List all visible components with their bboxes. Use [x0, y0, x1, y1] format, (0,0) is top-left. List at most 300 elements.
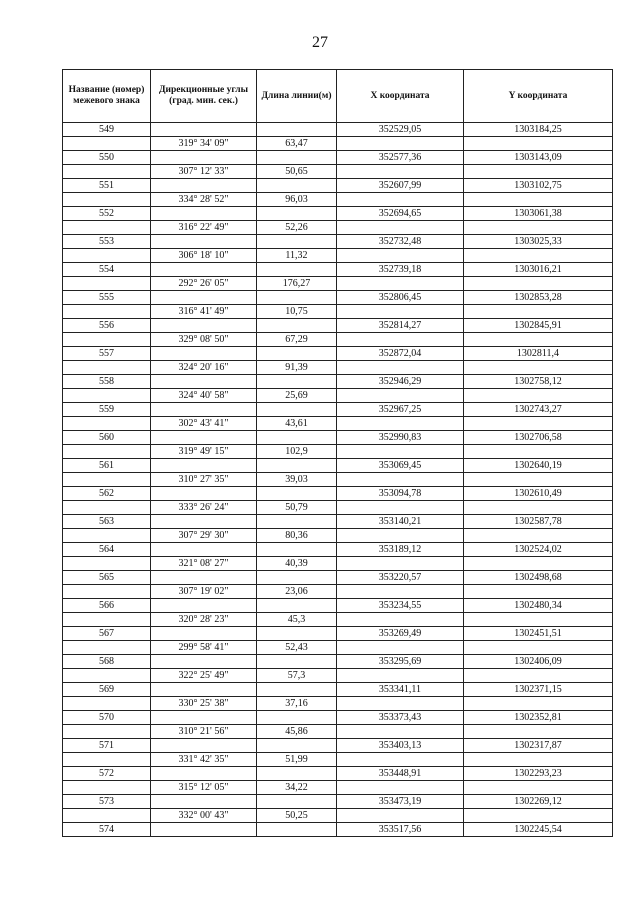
x-coordinate: 353448,91 — [337, 767, 464, 781]
point-name: 561 — [63, 459, 151, 473]
point-name: 571 — [63, 739, 151, 753]
y-coordinate: 1302406,09 — [464, 655, 613, 669]
point-name: 563 — [63, 515, 151, 529]
empty-cell — [63, 781, 151, 795]
empty-cell — [257, 795, 337, 809]
empty-cell — [151, 151, 257, 165]
empty-cell — [63, 137, 151, 151]
x-coordinate: 353189,12 — [337, 543, 464, 557]
table-row — [63, 823, 613, 837]
table-row — [63, 249, 613, 263]
y-coordinate: 1303025,33 — [464, 235, 613, 249]
empty-cell — [337, 333, 464, 347]
empty-cell — [257, 823, 337, 837]
line-length: 57,3 — [257, 669, 337, 683]
table-row — [63, 431, 613, 445]
table-row — [63, 753, 613, 767]
direction-angle: 330° 25' 38" — [151, 697, 257, 711]
point-name: 553 — [63, 235, 151, 249]
table-row — [63, 557, 613, 571]
empty-cell — [337, 473, 464, 487]
empty-cell — [464, 137, 613, 151]
table-row — [63, 599, 613, 613]
table-row — [63, 739, 613, 753]
direction-angle: 320° 28' 23" — [151, 613, 257, 627]
table-row — [63, 445, 613, 459]
empty-cell — [337, 613, 464, 627]
empty-cell — [257, 347, 337, 361]
table-row — [63, 375, 613, 389]
y-coordinate: 1303061,38 — [464, 207, 613, 221]
table-row — [63, 235, 613, 249]
header-point-name: Название (номер) межевого знака — [63, 70, 151, 123]
line-length: 25,69 — [257, 389, 337, 403]
empty-cell — [63, 697, 151, 711]
empty-cell — [257, 319, 337, 333]
y-coordinate: 1303016,21 — [464, 263, 613, 277]
empty-cell — [257, 543, 337, 557]
direction-angle: 302° 43' 41" — [151, 417, 257, 431]
empty-cell — [337, 277, 464, 291]
empty-cell — [464, 557, 613, 571]
point-name: 562 — [63, 487, 151, 501]
empty-cell — [151, 543, 257, 557]
empty-cell — [151, 767, 257, 781]
x-coordinate: 352814,27 — [337, 319, 464, 333]
y-coordinate: 1302451,51 — [464, 627, 613, 641]
y-coordinate: 1302245,54 — [464, 823, 613, 837]
empty-cell — [464, 221, 613, 235]
empty-cell — [337, 389, 464, 403]
x-coordinate: 353341,11 — [337, 683, 464, 697]
point-name: 567 — [63, 627, 151, 641]
table-row — [63, 263, 613, 277]
table-row — [63, 403, 613, 417]
direction-angle: 321° 08' 27" — [151, 557, 257, 571]
y-coordinate: 1303184,25 — [464, 123, 613, 137]
direction-angle: 292° 26' 05" — [151, 277, 257, 291]
empty-cell — [337, 445, 464, 459]
empty-cell — [63, 473, 151, 487]
empty-cell — [337, 669, 464, 683]
direction-angle: 324° 20' 16" — [151, 361, 257, 375]
x-coordinate: 353094,78 — [337, 487, 464, 501]
empty-cell — [151, 319, 257, 333]
empty-cell — [151, 207, 257, 221]
table-row — [63, 221, 613, 235]
empty-cell — [151, 459, 257, 473]
empty-cell — [151, 795, 257, 809]
direction-angle: 316° 41' 49" — [151, 305, 257, 319]
line-length: 50,25 — [257, 809, 337, 823]
direction-angle: 310° 27' 35" — [151, 473, 257, 487]
table-row — [63, 515, 613, 529]
empty-cell — [151, 739, 257, 753]
direction-angle: 319° 49' 15" — [151, 445, 257, 459]
empty-cell — [464, 697, 613, 711]
line-length: 52,43 — [257, 641, 337, 655]
direction-angle: 334° 28' 52" — [151, 193, 257, 207]
table-row — [63, 165, 613, 179]
empty-cell — [337, 557, 464, 571]
empty-cell — [63, 445, 151, 459]
point-name: 558 — [63, 375, 151, 389]
direction-angle: 333° 26' 24" — [151, 501, 257, 515]
empty-cell — [63, 333, 151, 347]
empty-cell — [257, 683, 337, 697]
x-coordinate: 353234,55 — [337, 599, 464, 613]
empty-cell — [464, 361, 613, 375]
point-name: 565 — [63, 571, 151, 585]
table-row — [63, 767, 613, 781]
table-row — [63, 795, 613, 809]
table-row — [63, 627, 613, 641]
x-coordinate: 352607,99 — [337, 179, 464, 193]
y-coordinate: 1302853,28 — [464, 291, 613, 305]
empty-cell — [464, 585, 613, 599]
empty-cell — [257, 711, 337, 725]
table-row — [63, 669, 613, 683]
x-coordinate: 353220,57 — [337, 571, 464, 585]
point-name: 572 — [63, 767, 151, 781]
header-line-length: Длина линии(м) — [257, 70, 337, 123]
x-coordinate: 352990,83 — [337, 431, 464, 445]
point-name: 554 — [63, 263, 151, 277]
table-row — [63, 193, 613, 207]
line-length: 45,3 — [257, 613, 337, 627]
empty-cell — [257, 179, 337, 193]
empty-cell — [464, 389, 613, 403]
header-x-coordinate: X координата — [337, 70, 464, 123]
x-coordinate: 353269,49 — [337, 627, 464, 641]
x-coordinate: 353517,56 — [337, 823, 464, 837]
x-coordinate: 353403,13 — [337, 739, 464, 753]
empty-cell — [151, 179, 257, 193]
point-name: 551 — [63, 179, 151, 193]
empty-cell — [337, 809, 464, 823]
empty-cell — [337, 585, 464, 599]
empty-cell — [337, 193, 464, 207]
line-length: 43,61 — [257, 417, 337, 431]
empty-cell — [464, 669, 613, 683]
empty-cell — [63, 305, 151, 319]
line-length: 102,9 — [257, 445, 337, 459]
empty-cell — [257, 291, 337, 305]
line-length: 67,29 — [257, 333, 337, 347]
empty-cell — [63, 249, 151, 263]
empty-cell — [464, 781, 613, 795]
table-row — [63, 809, 613, 823]
line-length: 63,47 — [257, 137, 337, 151]
y-coordinate: 1302352,81 — [464, 711, 613, 725]
table-row — [63, 613, 613, 627]
table-row — [63, 417, 613, 431]
empty-cell — [337, 137, 464, 151]
direction-angle: 316° 22' 49" — [151, 221, 257, 235]
empty-cell — [63, 417, 151, 431]
empty-cell — [151, 683, 257, 697]
boundary-table — [62, 69, 613, 837]
direction-angle: 324° 40' 58" — [151, 389, 257, 403]
direction-angle: 322° 25' 49" — [151, 669, 257, 683]
table-row — [63, 473, 613, 487]
direction-angle: 331° 42' 35" — [151, 753, 257, 767]
x-coordinate: 353473,19 — [337, 795, 464, 809]
empty-cell — [257, 263, 337, 277]
table-row — [63, 151, 613, 165]
line-length: 50,65 — [257, 165, 337, 179]
empty-cell — [464, 753, 613, 767]
line-length: 39,03 — [257, 473, 337, 487]
table-row — [63, 137, 613, 151]
empty-cell — [337, 697, 464, 711]
table-row — [63, 347, 613, 361]
point-name: 570 — [63, 711, 151, 725]
y-coordinate: 1302587,78 — [464, 515, 613, 529]
direction-angle: 299° 58' 41" — [151, 641, 257, 655]
empty-cell — [257, 431, 337, 445]
table-row — [63, 571, 613, 585]
empty-cell — [257, 739, 337, 753]
point-name: 552 — [63, 207, 151, 221]
empty-cell — [63, 361, 151, 375]
point-name: 569 — [63, 683, 151, 697]
empty-cell — [257, 599, 337, 613]
empty-cell — [464, 613, 613, 627]
line-length: 80,36 — [257, 529, 337, 543]
empty-cell — [151, 263, 257, 277]
y-coordinate: 1302758,12 — [464, 375, 613, 389]
empty-cell — [151, 235, 257, 249]
point-name: 557 — [63, 347, 151, 361]
empty-cell — [151, 487, 257, 501]
direction-angle: 332° 00' 43" — [151, 809, 257, 823]
line-length: 10,75 — [257, 305, 337, 319]
y-coordinate: 1302480,34 — [464, 599, 613, 613]
empty-cell — [151, 571, 257, 585]
empty-cell — [257, 151, 337, 165]
y-coordinate: 1302524,02 — [464, 543, 613, 557]
y-coordinate: 1302610,49 — [464, 487, 613, 501]
x-coordinate: 353295,69 — [337, 655, 464, 669]
x-coordinate: 352739,18 — [337, 263, 464, 277]
direction-angle: 307° 29' 30" — [151, 529, 257, 543]
line-length: 11,32 — [257, 249, 337, 263]
empty-cell — [151, 123, 257, 137]
empty-cell — [63, 221, 151, 235]
empty-cell — [151, 375, 257, 389]
empty-cell — [464, 417, 613, 431]
line-length: 40,39 — [257, 557, 337, 571]
table-row — [63, 501, 613, 515]
empty-cell — [151, 823, 257, 837]
line-length: 45,86 — [257, 725, 337, 739]
table-row — [63, 277, 613, 291]
point-name: 556 — [63, 319, 151, 333]
empty-cell — [63, 193, 151, 207]
empty-cell — [63, 641, 151, 655]
table-row — [63, 725, 613, 739]
direction-angle: 329° 08' 50" — [151, 333, 257, 347]
line-length: 96,03 — [257, 193, 337, 207]
x-coordinate: 352732,48 — [337, 235, 464, 249]
table-row — [63, 711, 613, 725]
point-name: 560 — [63, 431, 151, 445]
table-row — [63, 529, 613, 543]
empty-cell — [63, 753, 151, 767]
line-length: 91,39 — [257, 361, 337, 375]
empty-cell — [337, 221, 464, 235]
empty-cell — [151, 711, 257, 725]
direction-angle: 307° 19' 02" — [151, 585, 257, 599]
empty-cell — [464, 165, 613, 179]
header-y-coordinate: Y координата — [464, 70, 613, 123]
empty-cell — [257, 207, 337, 221]
point-name: 566 — [63, 599, 151, 613]
empty-cell — [151, 627, 257, 641]
empty-cell — [464, 305, 613, 319]
x-coordinate: 352529,05 — [337, 123, 464, 137]
table-row — [63, 543, 613, 557]
empty-cell — [257, 767, 337, 781]
empty-cell — [151, 599, 257, 613]
table-row — [63, 179, 613, 193]
y-coordinate: 1302371,15 — [464, 683, 613, 697]
empty-cell — [337, 417, 464, 431]
y-coordinate: 1302706,58 — [464, 431, 613, 445]
table-row — [63, 123, 613, 137]
table-row — [63, 781, 613, 795]
x-coordinate: 353373,43 — [337, 711, 464, 725]
empty-cell — [337, 753, 464, 767]
point-name: 573 — [63, 795, 151, 809]
empty-cell — [257, 515, 337, 529]
y-coordinate: 1302498,68 — [464, 571, 613, 585]
direction-angle: 315° 12' 05" — [151, 781, 257, 795]
line-length: 176,27 — [257, 277, 337, 291]
table-row — [63, 389, 613, 403]
x-coordinate: 353069,45 — [337, 459, 464, 473]
empty-cell — [337, 249, 464, 263]
x-coordinate: 352694,65 — [337, 207, 464, 221]
table-row — [63, 333, 613, 347]
table-row — [63, 683, 613, 697]
line-length: 23,06 — [257, 585, 337, 599]
empty-cell — [63, 669, 151, 683]
line-length: 34,22 — [257, 781, 337, 795]
x-coordinate: 352872,04 — [337, 347, 464, 361]
empty-cell — [151, 291, 257, 305]
empty-cell — [337, 501, 464, 515]
y-coordinate: 1302640,19 — [464, 459, 613, 473]
y-coordinate: 1302269,12 — [464, 795, 613, 809]
empty-cell — [151, 431, 257, 445]
x-coordinate: 352946,29 — [337, 375, 464, 389]
empty-cell — [464, 333, 613, 347]
table-row — [63, 487, 613, 501]
table-row — [63, 459, 613, 473]
empty-cell — [337, 361, 464, 375]
empty-cell — [257, 487, 337, 501]
y-coordinate: 1303102,75 — [464, 179, 613, 193]
empty-cell — [257, 123, 337, 137]
empty-cell — [464, 445, 613, 459]
y-coordinate: 1302743,27 — [464, 403, 613, 417]
empty-cell — [63, 501, 151, 515]
empty-cell — [63, 725, 151, 739]
table-row — [63, 361, 613, 375]
empty-cell — [257, 627, 337, 641]
line-length: 37,16 — [257, 697, 337, 711]
empty-cell — [63, 585, 151, 599]
empty-cell — [464, 725, 613, 739]
y-coordinate: 1302317,87 — [464, 739, 613, 753]
direction-angle: 319° 34' 09" — [151, 137, 257, 151]
point-name: 549 — [63, 123, 151, 137]
line-length: 52,26 — [257, 221, 337, 235]
line-length: 51,99 — [257, 753, 337, 767]
table-header-row — [63, 70, 613, 123]
empty-cell — [337, 305, 464, 319]
point-name: 574 — [63, 823, 151, 837]
line-length: 50,79 — [257, 501, 337, 515]
empty-cell — [257, 403, 337, 417]
point-name: 564 — [63, 543, 151, 557]
empty-cell — [151, 403, 257, 417]
empty-cell — [63, 529, 151, 543]
empty-cell — [151, 347, 257, 361]
empty-cell — [464, 501, 613, 515]
empty-cell — [464, 529, 613, 543]
table-body — [63, 123, 613, 837]
empty-cell — [337, 781, 464, 795]
x-coordinate: 352806,45 — [337, 291, 464, 305]
table-row — [63, 319, 613, 333]
empty-cell — [63, 389, 151, 403]
table-row — [63, 291, 613, 305]
table-row — [63, 641, 613, 655]
table-row — [63, 207, 613, 221]
empty-cell — [63, 613, 151, 627]
empty-cell — [464, 249, 613, 263]
table-row — [63, 305, 613, 319]
empty-cell — [63, 165, 151, 179]
point-name: 568 — [63, 655, 151, 669]
empty-cell — [151, 515, 257, 529]
page-number: 27 — [312, 34, 328, 51]
empty-cell — [63, 557, 151, 571]
x-coordinate: 352967,25 — [337, 403, 464, 417]
empty-cell — [464, 193, 613, 207]
empty-cell — [63, 809, 151, 823]
empty-cell — [337, 165, 464, 179]
empty-cell — [257, 235, 337, 249]
x-coordinate: 352577,36 — [337, 151, 464, 165]
empty-cell — [151, 655, 257, 669]
empty-cell — [337, 641, 464, 655]
empty-cell — [337, 529, 464, 543]
empty-cell — [257, 459, 337, 473]
empty-cell — [464, 473, 613, 487]
empty-cell — [257, 571, 337, 585]
header-direction-angle: Дирекционные углы (град. мин. сек.) — [151, 70, 257, 123]
empty-cell — [464, 277, 613, 291]
direction-angle: 310° 21' 56" — [151, 725, 257, 739]
point-name: 550 — [63, 151, 151, 165]
table-row — [63, 655, 613, 669]
point-name: 555 — [63, 291, 151, 305]
empty-cell — [257, 655, 337, 669]
